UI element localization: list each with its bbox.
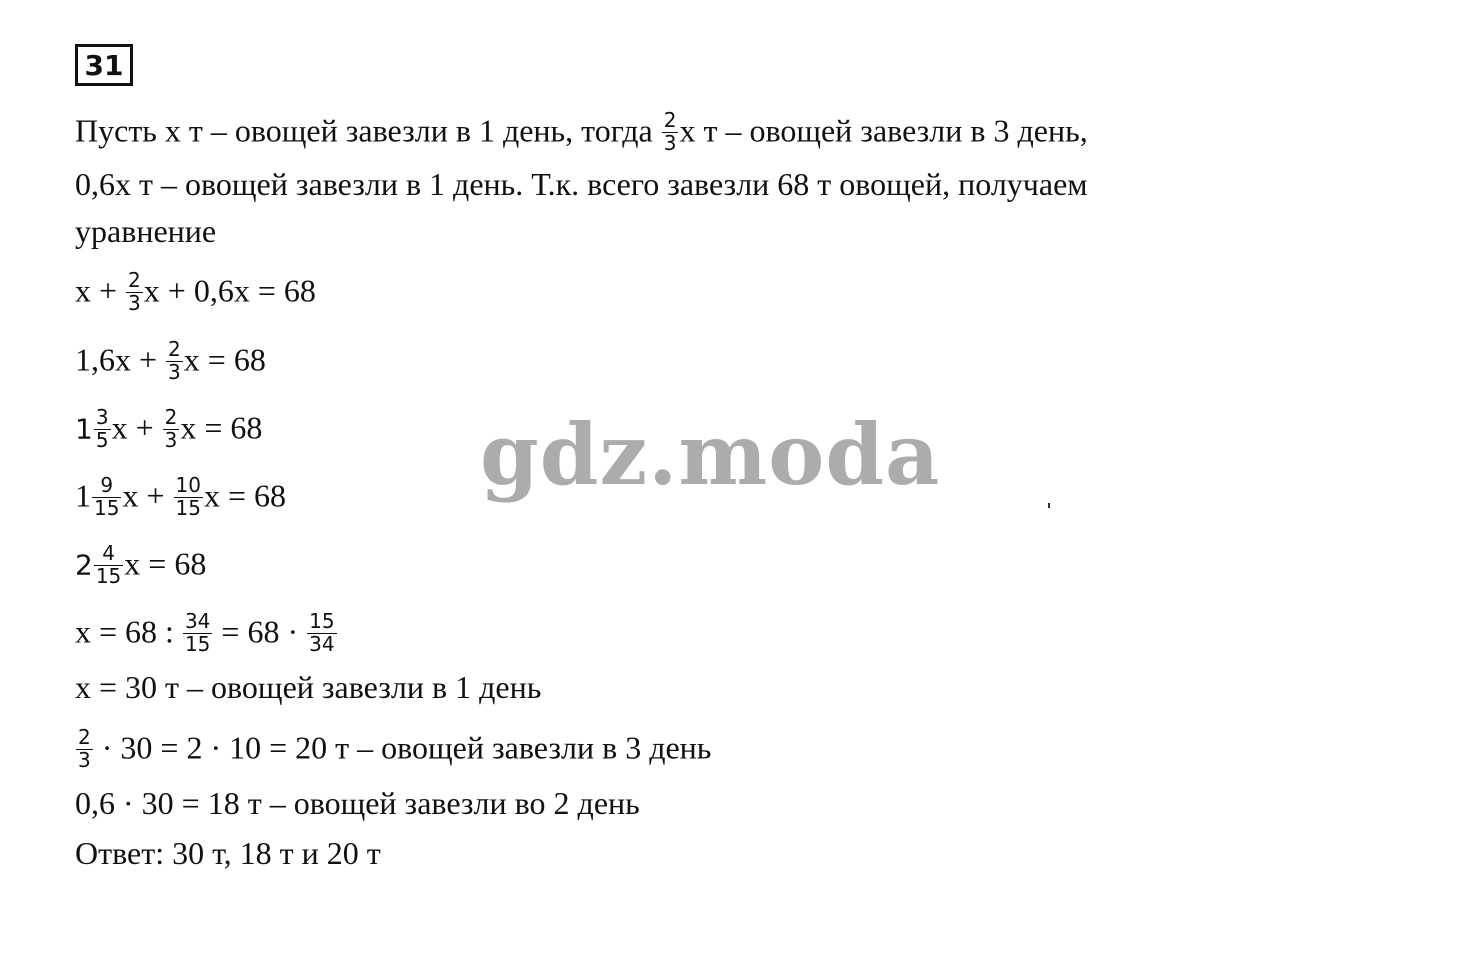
numerator: 4 <box>102 541 115 565</box>
numerator: 2 <box>128 268 141 292</box>
text: х + <box>122 477 173 514</box>
text: х = 68 <box>180 409 263 446</box>
fraction <box>307 611 336 655</box>
numerator: 10 <box>175 473 201 497</box>
denominator: 15 <box>94 495 120 520</box>
text: х = 68 <box>183 341 266 378</box>
text: Пусть х т – овощей завезли в 1 день, тогда <box>75 112 661 149</box>
whole-part: 1 <box>75 412 93 446</box>
fraction <box>174 475 203 519</box>
intro-line-2: 0,6х т – овощей завезли в 1 день. Т.к. всего завезли 68 т овощей, получаем <box>75 166 1088 202</box>
problem-number: 31 <box>75 44 133 86</box>
whole-part: 2 <box>75 548 93 582</box>
denominator: 3 <box>663 130 677 155</box>
denominator: 3 <box>164 427 178 452</box>
numerator: 2 <box>164 405 178 429</box>
fraction <box>76 727 93 771</box>
numerator: 15 <box>309 609 335 633</box>
denominator: 34 <box>309 631 335 656</box>
numerator: 9 <box>100 473 114 497</box>
denominator: 3 <box>78 747 91 772</box>
text: = 68 · <box>213 613 307 650</box>
text: х = 68 <box>203 477 286 514</box>
answer-line: Ответ: 30 т, 18 т и 20 т <box>75 835 381 871</box>
text: х = 68 <box>124 545 207 582</box>
intro-line-3: уравнение <box>75 213 217 249</box>
fraction <box>126 270 143 314</box>
equation-3 <box>75 405 263 453</box>
text: х т – овощей завезли в 3 день, <box>679 112 1088 149</box>
numerator: 2 <box>78 725 91 749</box>
intro-line-1 <box>75 108 1088 156</box>
denominator: 5 <box>95 427 109 452</box>
equation-1 <box>75 268 316 316</box>
fraction <box>94 407 111 451</box>
numerator: 34 <box>184 609 211 633</box>
fraction <box>163 407 180 451</box>
denominator: 3 <box>168 359 181 384</box>
result-line-3: 0,6 · 30 = 18 т – овощей завезли во 2 день <box>75 785 640 821</box>
result-line-2 <box>75 725 712 773</box>
text: · 30 = 2 · 10 = 20 т – овощей завезли в 3 день <box>93 729 712 766</box>
equation-2 <box>75 337 266 385</box>
fraction <box>662 110 679 154</box>
whole-part: 1 <box>75 477 91 514</box>
scan-speck <box>1048 503 1050 508</box>
numerator: 3 <box>95 405 109 429</box>
fraction <box>166 339 183 383</box>
numerator: 2 <box>168 337 181 361</box>
equation-5 <box>75 541 207 589</box>
denominator: 15 <box>175 495 201 520</box>
equation-4 <box>75 473 286 521</box>
text: х + <box>75 272 126 309</box>
fraction <box>183 611 212 655</box>
equation-6 <box>75 609 338 657</box>
text: 1,6х + <box>75 341 166 378</box>
denominator: 15 <box>184 631 211 656</box>
denominator: 3 <box>128 290 141 315</box>
result-line-1: х = 30 т – овощей завезли в 1 день <box>75 669 542 705</box>
text: х + <box>111 409 162 446</box>
text: х = 68 : <box>75 613 182 650</box>
denominator: 15 <box>95 563 122 588</box>
numerator: 2 <box>663 108 677 132</box>
fraction <box>94 543 123 587</box>
text: х + 0,6х = 68 <box>143 272 316 309</box>
fraction <box>92 475 121 519</box>
watermark: gdz.moda <box>480 405 941 504</box>
